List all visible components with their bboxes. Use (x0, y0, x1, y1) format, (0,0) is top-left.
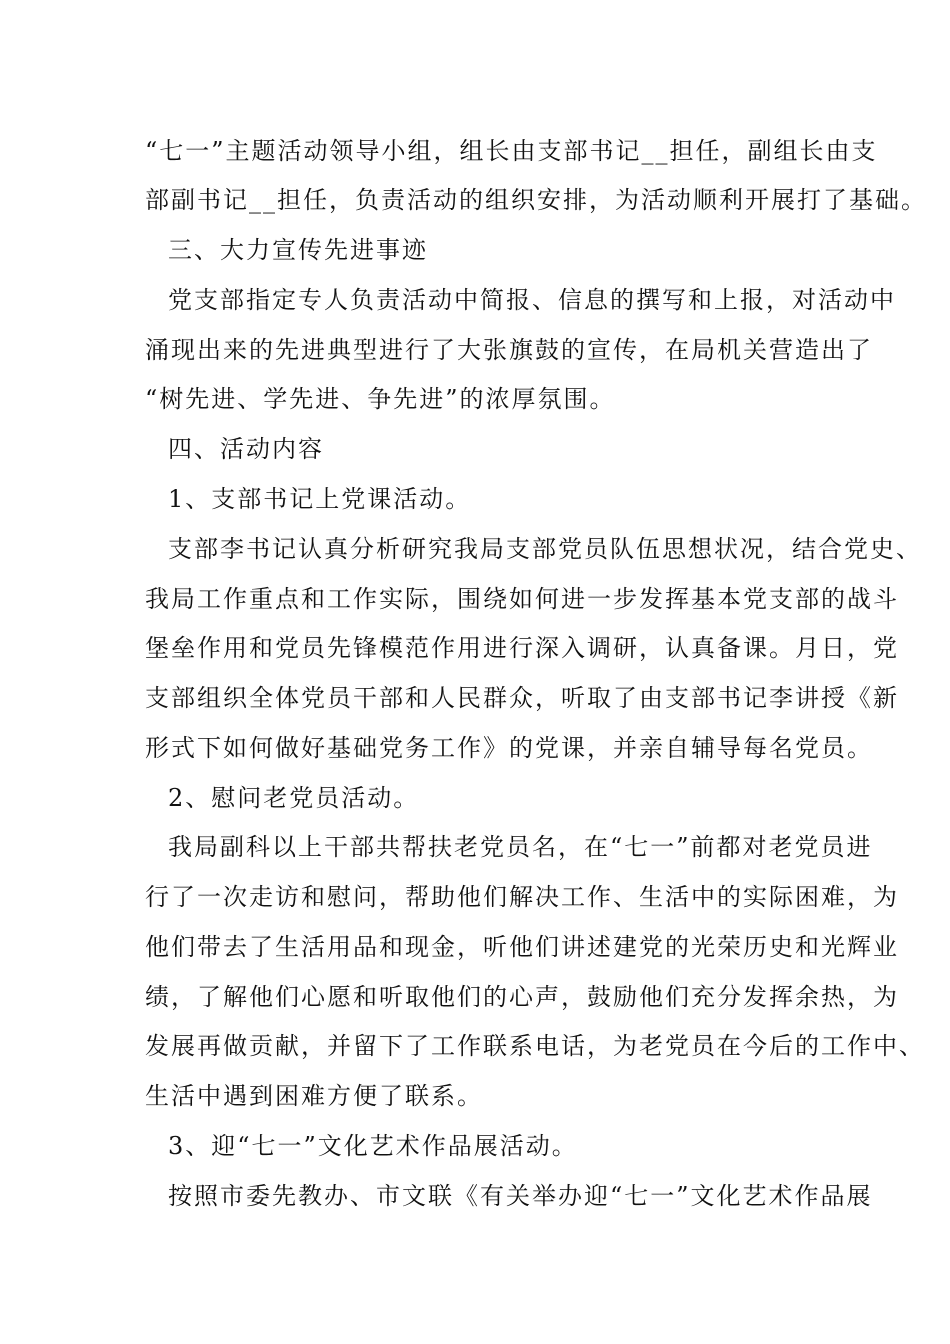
body-text-line: 发展再做贡献，并留下了工作联系电话，为老党员在今后的工作中、 (145, 1032, 925, 1060)
body-text-line: 他们带去了生活用品和现金，听他们讲述建党的光荣历史和光辉业 (145, 933, 899, 961)
body-text-line: “树先进、学先进、争先进”的浓厚氛围。 (145, 385, 616, 413)
body-text-line: 支部李书记认真分析研究我局支部党员队伍思想状况，结合党史、 (168, 535, 922, 563)
body-text-line: 行了一次走访和慰问，帮助他们解决工作、生活中的实际困难，为 (145, 883, 899, 911)
section-heading: 三、大力宣传先进事迹 (168, 236, 428, 264)
body-text-line: 生活中遇到困难方便了联系。 (145, 1082, 483, 1110)
section-heading: 四、活动内容 (168, 435, 324, 463)
body-text-line: 涌现出来的先进典型进行了大张旗鼓的宣传，在局机关营造出了 (145, 336, 873, 364)
body-text-line: 我局工作重点和工作实际，围绕如何进一步发挥基本党支部的战斗 (145, 585, 899, 613)
body-text-line: 我局副科以上干部共帮扶老党员名，在“七一”前都对老党员进 (168, 833, 873, 861)
body-text-line: 按照市委先教办、市文联《有关举办迎“七一”文化艺术作品展 (168, 1182, 873, 1210)
body-text-line: 党支部指定专人负责活动中简报、信息的撰写和上报，对活动中 (168, 286, 896, 314)
subsection-heading: 1、支部书记上党课活动。 (168, 485, 472, 513)
subsection-heading: 3、迎“七一”文化艺术作品展活动。 (168, 1132, 578, 1160)
body-text-line: 堡垒作用和党员先锋模范作用进行深入调研，认真备课。月日，党 (145, 634, 899, 662)
body-text-line: 形式下如何做好基础党务工作》的党课，并亲自辅导每名党员。 (145, 734, 873, 762)
body-text-line: “七一”主题活动领导小组，组长由支部书记__担任，副组长由支 (145, 137, 878, 165)
subsection-heading: 2、慰问老党员活动。 (168, 784, 420, 812)
body-text-line: 绩，了解他们心愿和听取他们的心声，鼓励他们充分发挥余热，为 (145, 983, 899, 1011)
body-text-line: 支部组织全体党员干部和人民群众，听取了由支部书记李讲授《新 (145, 684, 899, 712)
body-text-line: 部副书记__担任，负责活动的组织安排，为活动顺利开展打了基础。 (145, 186, 927, 214)
